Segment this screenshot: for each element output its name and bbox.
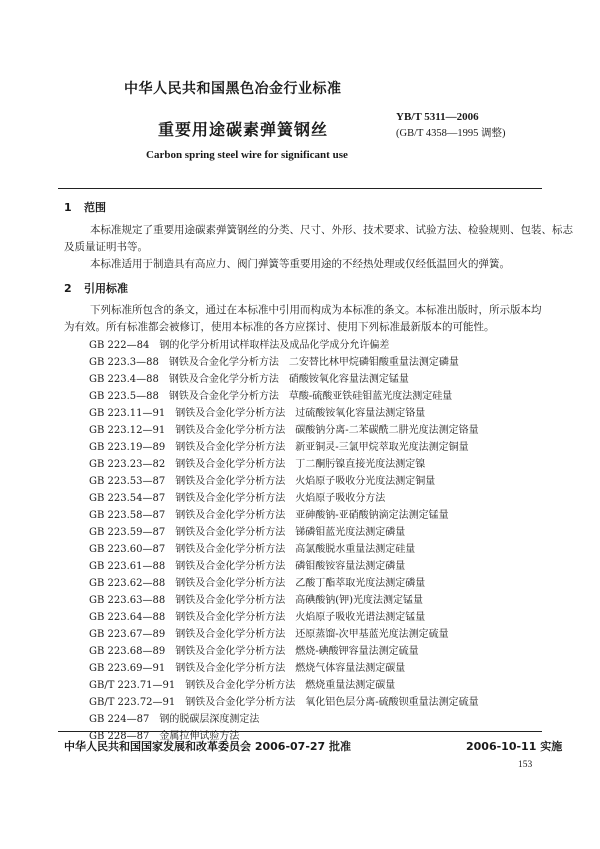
- reference-method: 燃烧重量法测定碳量: [305, 680, 396, 691]
- scope-paragraph-line: 本标准规定了重要用途碳素弹簧钢丝的分类、尺寸、外形、技术要求、试验方法、检验规则、包装、标志: [90, 224, 573, 236]
- reference-item: [89, 336, 389, 351]
- references-intro-line: 下列标准所包含的条文，通过在本标准中引用而构成为本标准的条文。本标准出版时，所示版本均: [90, 304, 542, 316]
- reference-title: 钢铁及合金化学分析方法: [175, 442, 286, 453]
- reference-method: 磷钼酸铵容量法测定磷量: [295, 561, 406, 572]
- reference-item: [89, 693, 479, 708]
- standard-number: YB/T 5311—2006: [396, 111, 479, 123]
- reference-method: 锑磷钼蓝光度法测定磷量: [295, 527, 406, 538]
- reference-title: 钢铁及合金化学分析方法: [175, 527, 286, 538]
- reference-title: 钢铁及合金化学分析方法: [185, 697, 296, 708]
- reference-method: 过硫酸铵氧化容量法测定铬量: [295, 408, 426, 419]
- section-title: 引用标准: [84, 282, 128, 295]
- reference-title: 钢铁及合金化学分析方法: [175, 578, 286, 589]
- reference-title: 钢铁及合金化学分析方法: [175, 510, 286, 521]
- reference-code: GB/T 223.72—91: [89, 697, 176, 708]
- section-heading-references: [64, 280, 128, 296]
- reference-code: GB 223.69—91: [89, 663, 166, 674]
- header-divider: [58, 188, 542, 189]
- reference-code: GB 223.60—87: [89, 544, 166, 555]
- reference-title: 钢的脱碳层深度测定法: [159, 714, 260, 725]
- section-number: 2: [64, 282, 72, 295]
- reference-code: GB 223.61—88: [89, 561, 166, 572]
- page-number: 153: [518, 760, 533, 770]
- reference-method: 二安替比林甲烷磷钼酸重量法测定磷量: [288, 357, 459, 368]
- reference-item: [89, 455, 425, 470]
- reference-method: 亚砷酸钠-亚硝酸钠滴定法测定锰量: [295, 510, 449, 521]
- reference-item: [89, 506, 449, 521]
- reference-title: 金属拉伸试验方法: [159, 731, 240, 742]
- document-title: 重要用途碳素弹簧钢丝: [158, 120, 329, 139]
- reference-item: [89, 591, 423, 606]
- reference-method: 丁二酮肟镍直接光度法测定镍: [295, 459, 426, 470]
- reference-item: [89, 353, 459, 368]
- reference-item: [89, 523, 405, 538]
- reference-code: GB 223.64—88: [89, 612, 166, 623]
- industry-standard-header: 中华人民共和国黑色冶金行业标准: [124, 81, 342, 97]
- reference-method: 碳酸钠分离-二苯碳酰二肼光度法测定铬量: [295, 425, 479, 436]
- reference-item: [89, 642, 419, 657]
- reference-title: 钢铁及合金化学分析方法: [175, 595, 286, 606]
- references-intro-line: 为有效。所有标准都会被修订，使用本标准的各方应探讨、使用下列标准最新版本的可能性。: [64, 321, 495, 333]
- reference-title: 钢铁及合金化学分析方法: [168, 374, 279, 385]
- implementation-date: 2006-10-11 实施: [466, 740, 563, 753]
- footer-divider: [58, 731, 542, 732]
- reference-title: 钢铁及合金化学分析方法: [175, 646, 286, 657]
- reference-item: [89, 540, 415, 555]
- reference-code: GB 223.67—89: [89, 629, 166, 640]
- reference-code: GB 223.53—87: [89, 476, 166, 487]
- reference-item: [89, 710, 259, 725]
- reference-code: GB 223.68—89: [89, 646, 166, 657]
- reference-code: GB 223.63—88: [89, 595, 166, 606]
- reference-title: 钢铁及合金化学分析方法: [168, 391, 279, 402]
- reference-title: 钢铁及合金化学分析方法: [175, 663, 286, 674]
- reference-title: 钢铁及合金化学分析方法: [175, 493, 286, 504]
- reference-code: GB 224—87: [89, 714, 150, 725]
- reference-item: [89, 438, 469, 453]
- replaces-standard: (GB/T 4358—1995 调整): [396, 128, 506, 139]
- reference-item: [89, 676, 395, 691]
- reference-code: GB 223.59—87: [89, 527, 166, 538]
- reference-item: [89, 404, 425, 419]
- reference-item: [89, 489, 385, 504]
- reference-title: 钢铁及合金化学分析方法: [175, 476, 286, 487]
- reference-method: 新亚铜灵-三氯甲烷萃取光度法测定铜量: [295, 442, 469, 453]
- scope-applicability-paragraph: 本标准适用于制造具有高应力、阀门弹簧等重要用途的不经热处理或仅经低温回火的弹簧。: [90, 258, 510, 270]
- reference-title: 钢铁及合金化学分析方法: [175, 544, 286, 555]
- reference-method: 燃烧-碘酸钾容量法测定硫量: [295, 646, 419, 657]
- reference-title: 钢铁及合金化学分析方法: [175, 408, 286, 419]
- reference-title: 钢的化学分析用试样取样法及成品化学成分允许偏差: [159, 340, 390, 351]
- section-number: 1: [64, 201, 72, 214]
- reference-item: [89, 472, 435, 487]
- reference-code: GB 223.58—87: [89, 510, 166, 521]
- reference-title: 钢铁及合金化学分析方法: [185, 680, 296, 691]
- reference-item: [89, 574, 425, 589]
- reference-code: GB 223.3—88: [89, 357, 159, 368]
- reference-code: GB 223.62—88: [89, 578, 166, 589]
- reference-code: GB 228—87: [89, 731, 150, 742]
- approval-statement: 中华人民共和国国家发展和改革委员会 2006-07-27 批准: [64, 740, 352, 753]
- reference-code: GB 223.12—91: [89, 425, 166, 436]
- reference-code: GB/T 223.71—91: [89, 680, 176, 691]
- section-title: 范围: [84, 201, 106, 214]
- reference-method: 草酸-硫酸亚铁硅钼蓝光度法测定硅量: [288, 391, 453, 402]
- document-title-english: Carbon spring steel wire for significant use: [146, 149, 348, 161]
- reference-method: 乙酸丁酯萃取光度法测定磷量: [295, 578, 426, 589]
- reference-item: [89, 659, 405, 674]
- scope-paragraph-line: 及质量证明书等。: [64, 241, 148, 253]
- reference-method: 火焰原子吸收分光度法测定铜量: [295, 476, 436, 487]
- reference-item: [89, 625, 449, 640]
- reference-item: [89, 557, 405, 572]
- reference-title: 钢铁及合金化学分析方法: [175, 612, 286, 623]
- reference-code: GB 223.11—91: [89, 408, 166, 419]
- reference-item: [89, 370, 409, 385]
- reference-method: 高碘酸钠(钾)光度法测定锰量: [295, 595, 424, 606]
- reference-code: GB 222—84: [89, 340, 150, 351]
- reference-title: 钢铁及合金化学分析方法: [175, 425, 286, 436]
- reference-method: 火焰原子吸收分方法: [295, 493, 386, 504]
- reference-method: 火焰原子吸收光谱法测定锰量: [295, 612, 426, 623]
- reference-title: 钢铁及合金化学分析方法: [175, 629, 286, 640]
- reference-code: GB 223.4—88: [89, 374, 159, 385]
- reference-title: 钢铁及合金化学分析方法: [175, 459, 286, 470]
- reference-method: 硝酸铵氧化容量法测定锰量: [288, 374, 409, 385]
- reference-method: 还原蒸馏-次甲基蓝光度法测定硫量: [295, 629, 449, 640]
- reference-code: GB 223.5—88: [89, 391, 159, 402]
- reference-method: 高氯酸脱水重量法测定硅量: [295, 544, 416, 555]
- reference-code: GB 223.23—82: [89, 459, 166, 470]
- reference-item: [89, 387, 452, 402]
- section-heading-scope: [64, 199, 106, 215]
- reference-method: 燃烧气体容量法测定碳量: [295, 663, 406, 674]
- reference-title: 钢铁及合金化学分析方法: [168, 357, 279, 368]
- reference-code: GB 223.19—89: [89, 442, 166, 453]
- reference-item: [89, 608, 425, 623]
- reference-title: 钢铁及合金化学分析方法: [175, 561, 286, 572]
- reference-code: GB 223.54—87: [89, 493, 166, 504]
- reference-item: [89, 421, 479, 436]
- reference-method: 氧化铝色层分离-硫酸钡重量法测定硫量: [305, 697, 479, 708]
